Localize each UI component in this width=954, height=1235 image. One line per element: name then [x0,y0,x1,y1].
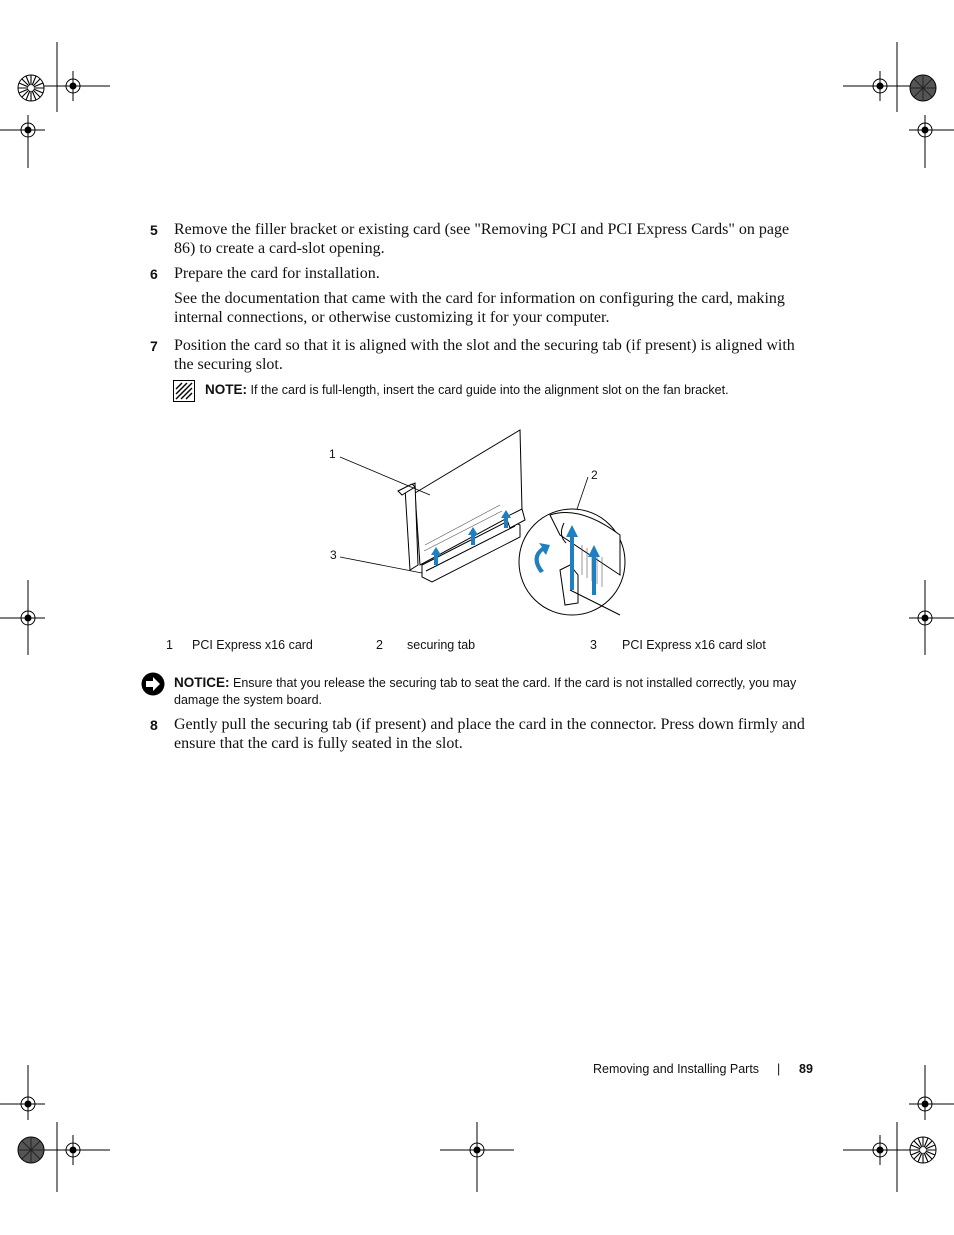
step-text: Prepare the card for installation. [174,265,380,282]
step-number: 5 [150,222,158,238]
callout-label: 1 [329,447,336,461]
legend-number: 1 [166,638,173,652]
legend-label: PCI Express x16 card [192,638,313,652]
footer-separator: | [777,1062,781,1076]
step-text: Gently pull the securing tab (if present) and place the card in the connector. Press down firmly and ensure that the card is fully seated in the slot. [174,716,805,752]
note-label: NOTE: [205,382,247,397]
note [205,382,729,397]
page-number: 89 [799,1062,813,1076]
step-number: 7 [150,338,158,354]
step-text: Position the card so that it is aligned with the slot and the securing tab (if present) is aligned with the securing slot. [174,337,795,373]
legend-label: PCI Express x16 card slot [622,638,766,652]
callout-label: 2 [591,468,598,482]
callout-label: 3 [330,548,337,562]
notice-label: NOTICE: [174,675,230,690]
legend-number: 3 [590,638,597,652]
notice-text: Ensure that you release the securing tab to seat the card. If the card is not installed correctly, you may damage the system board. [174,676,797,707]
footer-section: Removing and Installing Parts [593,1062,760,1076]
step-number: 6 [150,266,158,282]
legend-label: securing tab [407,638,476,652]
step-number: 8 [150,717,158,733]
step-text: Remove the filler bracket or existing card (see "Removing PCI and PCI Express Cards" on page 86) to create a card-slot opening. [174,221,790,257]
notice-arrow-icon [141,672,165,696]
step-subtext: See the documentation that came with the card for information on configuring the card, making internal connections, or otherwise customizing it for your computer. [174,290,785,326]
card-install-figure [320,425,630,620]
note-pencil-icon [173,380,195,402]
notice [174,674,824,709]
legend-number: 2 [376,638,383,652]
note-text: If the card is full-length, insert the card guide into the alignment slot on the fan bracket. [250,383,729,397]
